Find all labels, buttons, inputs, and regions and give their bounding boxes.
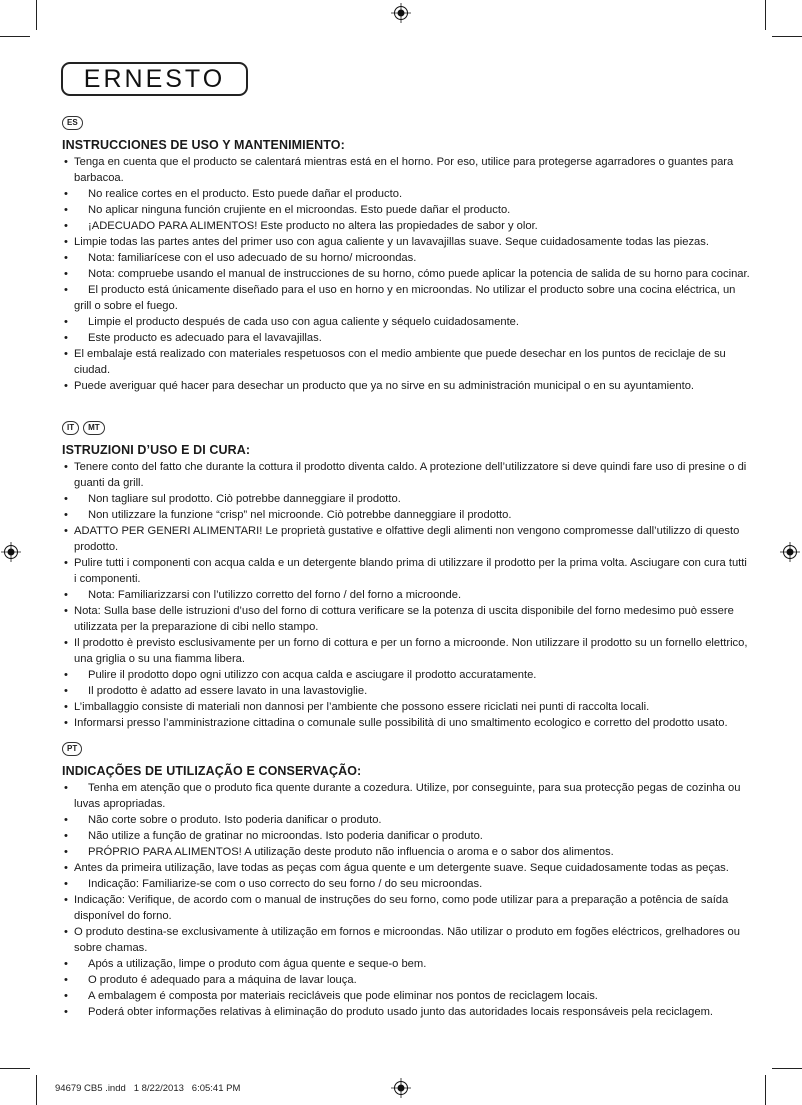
crop-mark (0, 1068, 30, 1069)
list-item-text: Il prodotto è previsto esclusivamente per un forno di cottura e per un forno a microonde. Non utilizzare il prodotto su un fornello elettrico, una griglia o su una fiamma libera. (74, 637, 748, 665)
crop-mark (36, 0, 37, 30)
list-item (62, 266, 752, 282)
list-item-text: Limpie el producto después de cada uso con agua caliente y séquelo cuidadosamente. (88, 316, 520, 328)
section-it (62, 421, 752, 731)
list-item-text: Não corte sobre o produto. Isto poderia danificar o produto. (88, 814, 382, 826)
list-item (62, 218, 752, 234)
list-item-text: El embalaje está realizado con materiales respetuosos con el medio ambiente que puede desechar en los puntos de reciclaje de su ciudad. (74, 348, 726, 376)
language-badges (62, 421, 752, 435)
list-item-text: A embalagem é composta por materiais recicláveis que pode eliminar nos pontos de reciclagem locais. (88, 990, 598, 1002)
list-item-text: Este producto es adecuado para el lavavajillas. (88, 332, 322, 344)
list-item (62, 635, 752, 667)
crop-mark (765, 1075, 766, 1105)
crop-mark (0, 36, 30, 37)
list-item (62, 314, 752, 330)
list-item (62, 699, 752, 715)
list-item (62, 507, 752, 523)
list-item-text: Il prodotto è adatto ad essere lavato in una lavastoviglie. (88, 685, 368, 697)
crop-mark (765, 0, 766, 30)
list-item-text: O produto destina-se exclusivamente à utilização em fornos e microondas. Não utilizar o produto em fogões eléctricos, grelhadores ou sobre chamas. (74, 926, 741, 954)
list-item-text: Tenga en cuenta que el producto se calentará mientras está en el horno. Por eso, utilice para protegerse agarradores o guantes para barbacoa. (74, 156, 734, 184)
registration-mark-icon (780, 542, 800, 562)
list-item (62, 587, 752, 603)
list-item (62, 924, 752, 956)
crop-mark (772, 36, 802, 37)
list-item-text: No realice cortes en el producto. Esto puede dañar el producto. (88, 188, 403, 200)
list-item (62, 282, 752, 314)
brand-logo: ERNESTO (61, 62, 248, 96)
list-item-text: Pulire tutti i componenti con acqua calda e un detergente blando prima di utilizzare il prodotto per la prima volta. Asciugare con cura tutti i componenti. (74, 557, 747, 585)
list-item (62, 234, 752, 250)
list-item (62, 186, 752, 202)
list-item-text: Após a utilização, limpe o produto com água quente e seque-o bem. (88, 958, 427, 970)
list-item-text: No aplicar ninguna función crujiente en el microondas. Esto puede dañar el producto. (88, 204, 511, 216)
list-item-text: PRÓPRIO PARA ALIMENTOS! A utilização deste produto não influencia o aroma e o sabor dos alimentos. (88, 846, 614, 858)
list-item-text: Indicação: Verifique, de acordo com o manual de instruções do seu forno, como pode utilizar para a preparação a potência de saída disponível do forno. (74, 894, 729, 922)
list-item (62, 812, 752, 828)
language-badge: IT (62, 421, 79, 435)
list-item-text: ADATTO PER GENERI ALIMENTARI! Le proprietà gustative e olfattive degli alimenti non vengono compromesse dall’utilizzo di questo prodotto. (74, 525, 740, 553)
language-badges (62, 116, 752, 130)
list-item (62, 667, 752, 683)
list-item-text: L’imballaggio consiste di materiali non dannosi per l’ambiente che possono essere riciclati nei punti di raccolta locali. (74, 701, 650, 713)
section-heading: INDICAÇÕES DE UTILIZAÇÃO E CONSERVAÇÃO: (62, 764, 362, 778)
section-heading: INSTRUCCIONES DE USO Y MANTENIMIENTO: (62, 138, 345, 152)
list-item (62, 780, 752, 812)
language-badge: PT (62, 742, 82, 756)
print-slug: 94679 CB5 .indd 1 8/22/2013 6:05:41 PM (55, 1083, 241, 1094)
list-item-text: Indicação: Familiarize-se com o uso correcto do seu forno / do seu microondas. (88, 878, 483, 890)
list-item-text: Não utilize a função de gratinar no microondas. Isto poderia danificar o produto. (88, 830, 483, 842)
instruction-list (62, 780, 752, 1020)
list-item-text: Tenha em atenção que o produto fica quente durante a cozedura. Utilize, por conseguinte, para sua protecção pegas de cozinha ou luvas apropriadas. (74, 782, 741, 810)
list-item-text: El producto está únicamente diseñado para el uso en horno y en microondas. No utilizar el producto sobre una cocina eléctrica, un grill o sobre el fuego. (74, 284, 736, 312)
list-item (62, 491, 752, 507)
list-item (62, 603, 752, 635)
list-item (62, 860, 752, 876)
language-badges (62, 742, 752, 756)
list-item (62, 555, 752, 587)
list-item (62, 346, 752, 378)
list-item (62, 972, 752, 988)
crop-mark (772, 1068, 802, 1069)
list-item (62, 876, 752, 892)
language-badge: MT (83, 421, 105, 435)
list-item-text: Non tagliare sul prodotto. Ciò potrebbe danneggiare il prodotto. (88, 493, 401, 505)
list-item-text: Pulire il prodotto dopo ogni utilizzo con acqua calda e asciugare il prodotto accuratamente. (88, 669, 537, 681)
instruction-list (62, 154, 752, 394)
list-item (62, 523, 752, 555)
list-item-text: O produto é adequado para a máquina de lavar louça. (88, 974, 357, 986)
registration-mark-icon (391, 1078, 411, 1098)
list-item-text: Tenere conto del fatto che durante la cottura il prodotto diventa caldo. A protezione dell’utilizzatore si deve quindi fare uso di presine o di guanti da grill. (74, 461, 747, 489)
list-item (62, 956, 752, 972)
list-item (62, 1004, 752, 1020)
list-item-text: Nota: Sulla base delle istruzioni d’uso del forno di cottura verificare se la potenza di uscita disponibile del forno medesimo può essere utilizzata per la preparazione di cibi nello stampo. (74, 605, 734, 633)
language-badge: ES (62, 116, 83, 130)
list-item-text: Non utilizzare la funzione “crisp” nel microonde. Ciò potrebbe danneggiare il prodotto. (88, 509, 512, 521)
list-item (62, 844, 752, 860)
list-item-text: Antes da primeira utilização, lave todas as peças com água quente e um detergente suave. Seque cuidadosamente todas as peças. (74, 862, 729, 874)
list-item (62, 330, 752, 346)
list-item (62, 892, 752, 924)
crop-mark (36, 1075, 37, 1105)
list-item (62, 715, 752, 731)
list-item (62, 250, 752, 266)
list-item (62, 683, 752, 699)
list-item (62, 459, 752, 491)
list-item (62, 154, 752, 186)
list-item (62, 378, 752, 394)
list-item-text: Puede averiguar qué hacer para desechar un producto que ya no sirve en su administración municipal o en su ayuntamiento. (74, 380, 695, 392)
registration-mark-icon (1, 542, 21, 562)
section-es (62, 116, 752, 394)
section-pt (62, 742, 752, 1020)
list-item-text: Nota: familiarícese con el uso adecuado de su horno/ microondas. (88, 252, 417, 264)
section-heading: ISTRUZIONI D’USO E DI CURA: (62, 443, 251, 457)
list-item-text: Limpie todas las partes antes del primer uso con agua caliente y un lavavajillas suave. Seque cuidadosamente todas las piezas. (74, 236, 709, 248)
instruction-list (62, 459, 752, 731)
list-item-text: Nota: compruebe usando el manual de instrucciones de su horno, cómo puede aplicar la potencia de salida de su horno para cocinar. (88, 268, 750, 280)
list-item (62, 202, 752, 218)
list-item-text: Informarsi presso l’amministrazione cittadina o comunale sulle possibilità di uno smaltimento ecologico e corretto del prodotto usato. (74, 717, 728, 729)
list-item (62, 828, 752, 844)
list-item-text: ¡ADECUADO PARA ALIMENTOS! Este producto no altera las propiedades de sabor y olor. (88, 220, 538, 232)
registration-mark-icon (391, 3, 411, 23)
list-item-text: Nota: Familiarizzarsi con l’utilizzo corretto del forno / del forno a microonde. (88, 589, 462, 601)
list-item (62, 988, 752, 1004)
list-item-text: Poderá obter informações relativas à eliminação do produto usado junto das autoridades locais responsáveis pela reciclagem. (88, 1006, 713, 1018)
